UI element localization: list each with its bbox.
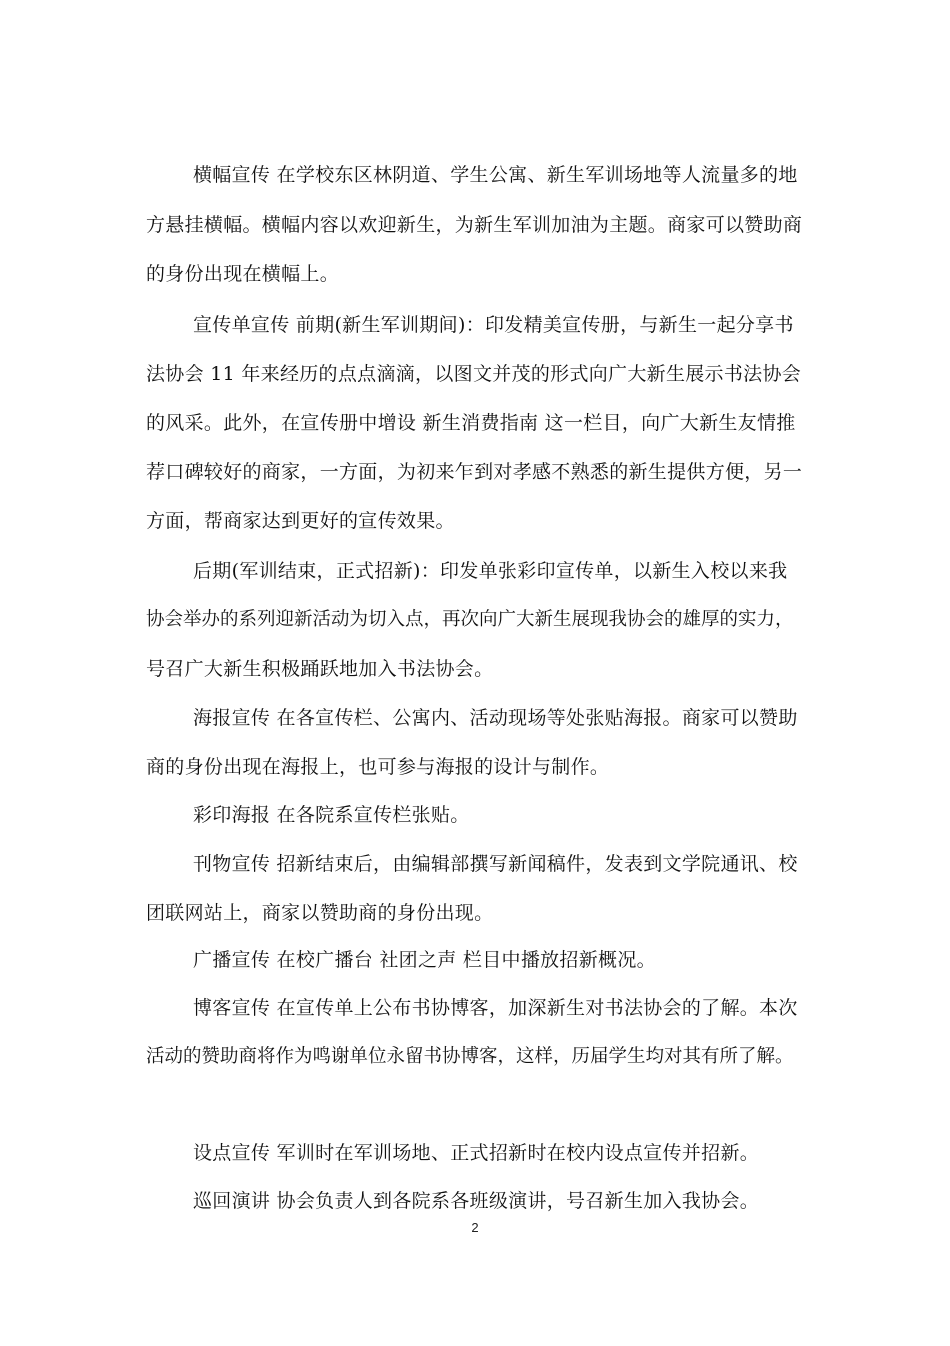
text-line: 海报宣传 在各宣传栏、公寓内、活动现场等处张贴海报。商家可以赞助 (193, 707, 798, 729)
text-line: 设点宣传 军训时在军训场地、正式招新时在校内设点宣传并招新。 (193, 1142, 760, 1164)
text-line: 协会举办的系列迎新活动为切入点，再次向广大新生展现我协会的雄厚的实力， (146, 609, 794, 630)
text-line: 商的身份出现在海报上，也可参与海报的设计与制作。 (146, 756, 610, 778)
text-line: 荐口碑较好的商家，一方面，为初来乍到对孝感不熟悉的新生提供方便，另一 (146, 461, 803, 483)
text-line: 法协会 11 年来经历的点点滴滴，以图文并茂的形式向广大新生展示书法协会 (146, 363, 802, 385)
text-line: 后期(军训结束，正式招新)：印发单张彩印宣传单，以新生入校以来我 (193, 560, 788, 582)
text-line: 活动的赞助商将作为鸣谢单位永留书协博客，这样，历届学生均对其有所了解。 (146, 1046, 794, 1067)
text-line: 的风采。此外，在宣传册中增设 新生消费指南 这一栏目，向广大新生友情推 (146, 412, 796, 434)
text-line: 刊物宣传 招新结束后，由编辑部撰写新闻稿件，发表到文学院通讯、校 (193, 853, 798, 875)
text-line: 的身份出现在横幅上。 (146, 263, 340, 285)
text-line: 彩印海报 在各院系宣传栏张贴。 (193, 804, 470, 826)
text-line: 方面，帮商家达到更好的宣传效果。 (146, 510, 455, 532)
text-line: 博客宣传 在宣传单上公布书协博客，加深新生对书法协会的了解。本次 (193, 997, 798, 1019)
text-line: 巡回演讲 协会负责人到各院系各班级演讲，号召新生加入我协会。 (193, 1190, 760, 1212)
text-line: 横幅宣传 在学校东区林阴道、学生公寓、新生军训场地等人流量多的地 (193, 164, 798, 186)
text-line: 号召广大新生积极踊跃地加入书法协会。 (146, 658, 494, 680)
text-line: 方悬挂横幅。横幅内容以欢迎新生，为新生军训加油为主题。商家可以赞助商 (146, 214, 803, 236)
text-line: 广播宣传 在校广播台 社团之声 栏目中播放招新概况。 (193, 949, 656, 971)
text-line: 宣传单宣传 前期(新生军训期间)：印发精美宣传册，与新生一起分享书 (193, 314, 794, 336)
text-line: 团联网站上，商家以赞助商的身份出现。 (146, 902, 494, 924)
page-number: 2 (471, 1220, 479, 1235)
